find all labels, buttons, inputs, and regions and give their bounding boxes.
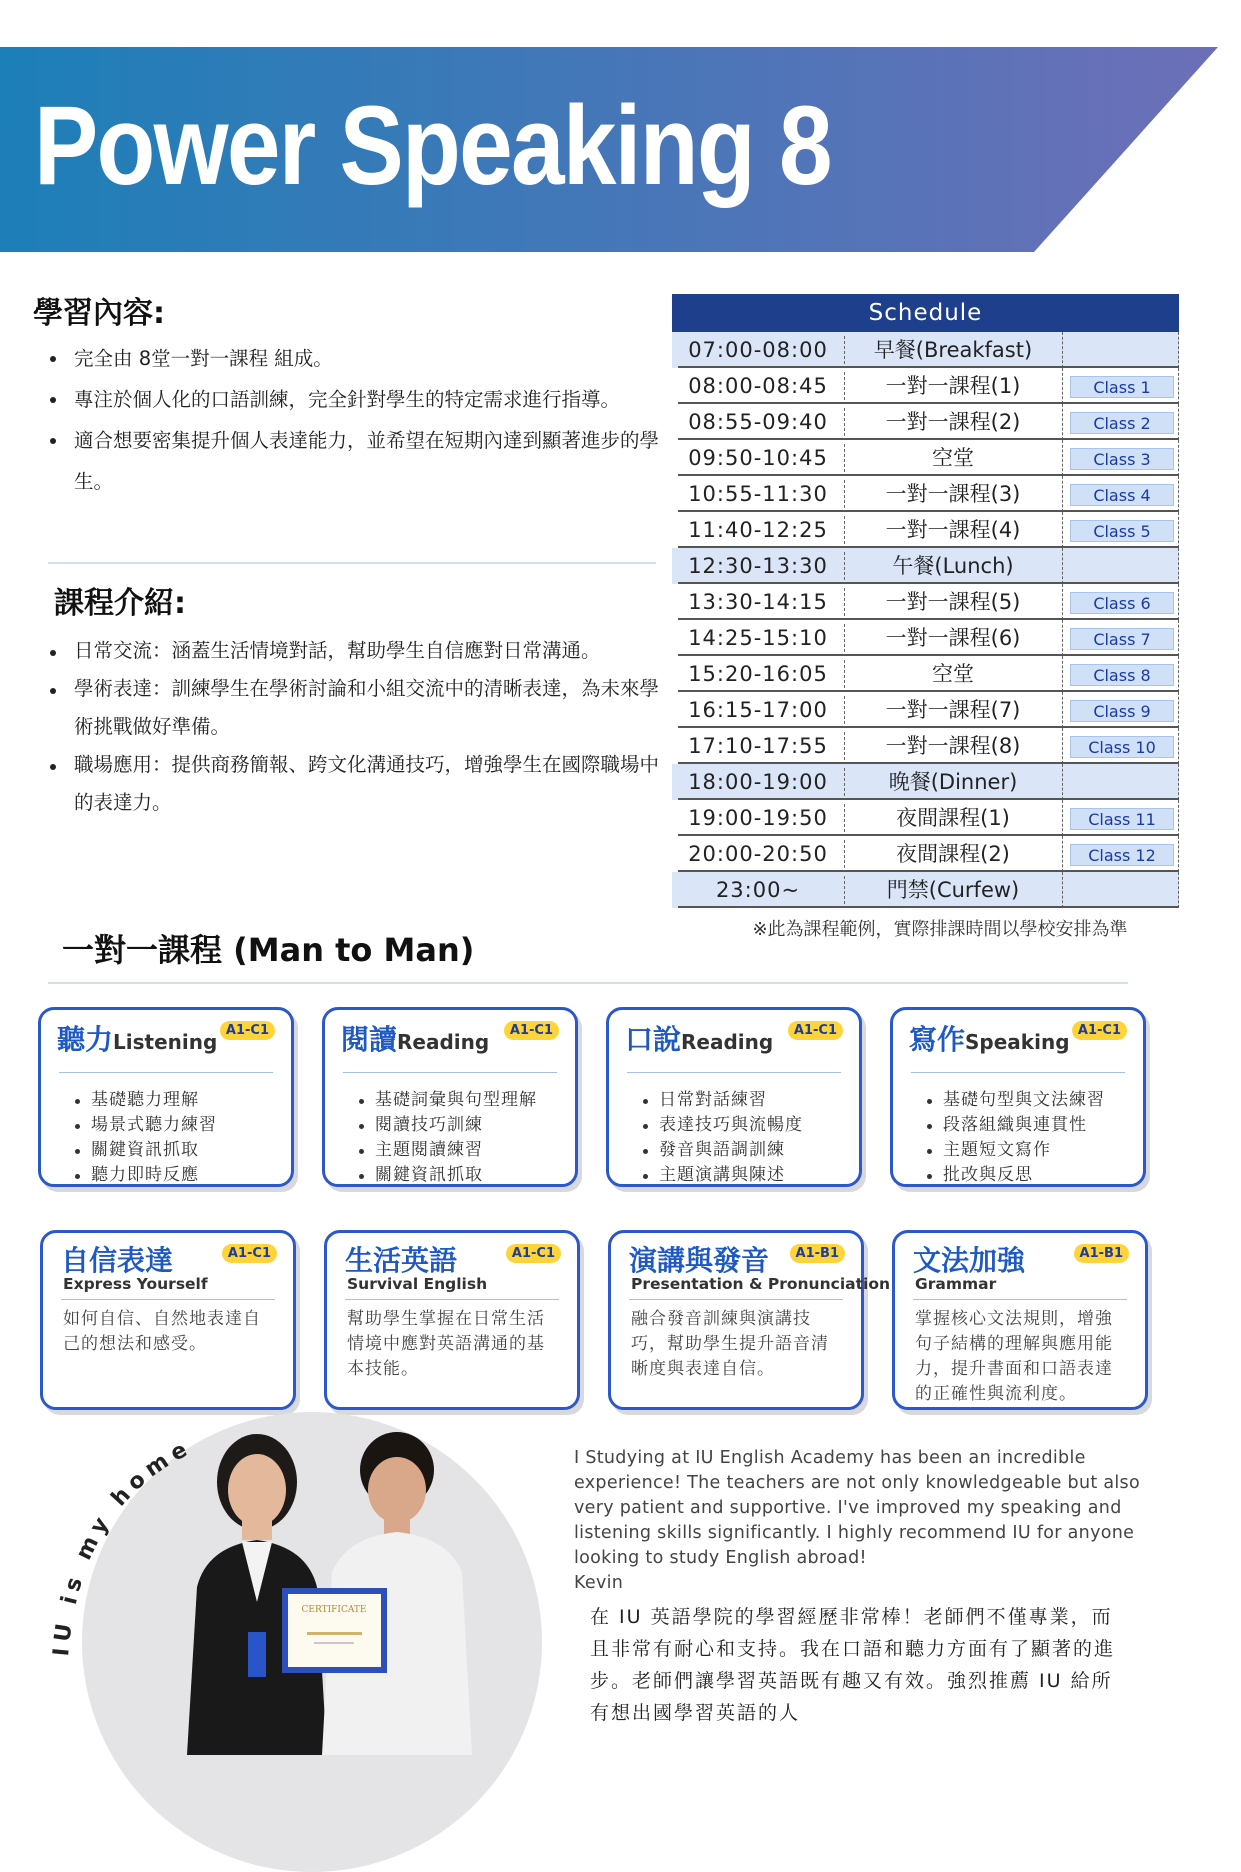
divider (629, 1299, 843, 1300)
level-badge: A1-C1 (1072, 1021, 1127, 1040)
list-item: 基礎句型與文法練習 (943, 1088, 1105, 1113)
schedule-time: 14:25-15:10 (688, 626, 828, 650)
schedule-time: 13:30-14:15 (688, 590, 828, 614)
topic-title: 自信表達 (61, 1244, 174, 1277)
list-item: 主題閱讀練習 (375, 1138, 537, 1163)
skill-list (69, 1088, 217, 1188)
skill-title (341, 1018, 489, 1058)
learning-list (36, 338, 674, 502)
testimonial-english (574, 1446, 1154, 1596)
skill-list (637, 1088, 803, 1188)
separator (1062, 368, 1063, 404)
testimonial-english-text: I Studying at IU English Academy has been an incredible experience! The teachers are not only knowledgeable but also very patient and supportive. I've improved my speaking and listening skills significantly. I highly recommend IU for anyone looking to study English abroad! (574, 1448, 1140, 1568)
topic-card (608, 1230, 890, 1410)
list-item: 學術表達：訓練學生在學術討論和小組交流中的清晰表達，為未來學術挑戰做好準備。 (74, 670, 674, 746)
schedule-row (672, 548, 1179, 584)
topic-subtitle: Survival English (347, 1275, 488, 1293)
separator (1062, 404, 1063, 440)
schedule-row (672, 836, 1179, 872)
class-badge: Class 6 (1070, 592, 1174, 614)
schedule-row (672, 368, 1179, 404)
slogan-text: IU is my home (49, 1434, 197, 1658)
list-item: 發音與語調訓練 (659, 1138, 803, 1163)
separator (1178, 404, 1179, 440)
separator (1178, 332, 1179, 368)
separator (1178, 368, 1179, 404)
skill-title-zh: 寫作 (909, 1023, 966, 1056)
schedule-time: 18:00-19:00 (688, 770, 828, 794)
separator (1062, 512, 1063, 548)
topic-subtitle: Grammar (915, 1275, 997, 1293)
schedule-row (672, 440, 1179, 476)
schedule-time: 23:00~ (715, 878, 801, 902)
separator (1062, 836, 1063, 872)
schedule-activity: 一對一課程(7) (885, 698, 1021, 722)
skill-title (909, 1018, 1070, 1058)
skill-title-en: Speaking (965, 1030, 1070, 1054)
divider (61, 1299, 275, 1300)
skill-list (921, 1088, 1105, 1188)
list-item: 段落組織與連貫性 (943, 1113, 1105, 1138)
class-badge: Class 11 (1070, 808, 1174, 830)
learning-heading: 學習內容: (33, 296, 165, 331)
list-item: 適合想要密集提升個人表達能力，並希望在短期內達到顯著進步的學生。 (74, 420, 674, 502)
schedule-time: 19:00-19:50 (688, 806, 828, 830)
separator (1178, 692, 1179, 728)
separator (1178, 584, 1179, 620)
schedule-activity: 一對一課程(1) (885, 374, 1021, 398)
topic-description: 如何自信、自然地表達自己的想法和感受。 (63, 1309, 261, 1354)
divider (48, 562, 656, 564)
schedule-activity: 一對一課程(5) (885, 590, 1021, 614)
list-item: 完全由 8堂一對一課程 組成。 (74, 338, 674, 379)
list-item: 基礎聽力理解 (91, 1088, 217, 1113)
schedule-activity: 一對一課程(2) (885, 410, 1021, 434)
schedule-time: 08:55-09:40 (688, 410, 828, 434)
slogan-curve (40, 1425, 220, 1675)
skill-title-en: Reading (397, 1030, 490, 1054)
schedule-activity: 一對一課程(8) (885, 734, 1021, 758)
certificate-label: CERTIFICATE (301, 1605, 367, 1615)
topic-title: 生活英語 (345, 1244, 458, 1277)
schedule-note: ※此為課程範例，實際排課時間以學校安排為準 (752, 919, 1128, 940)
list-item: 專注於個人化的口語訓練，完全針對學生的特定需求進行指導。 (74, 379, 674, 420)
course-intro-list (36, 632, 674, 822)
separator (1178, 512, 1179, 548)
class-badge: Class 4 (1070, 484, 1174, 506)
skill-title (625, 1018, 773, 1058)
level-badge: A1-C1 (788, 1021, 843, 1040)
testimonial-chinese: 在 IU 英語學院的學習經歷非常棒！老師們不僅專業，而且非常有耐心和支持。我在口語和聽力方面有了顯著的進步。老師們讓學習英語既有趣又有效。強烈推薦 IU 給所有想出國學習英語的人 (590, 1606, 1116, 1724)
level-badge: A1-C1 (506, 1244, 561, 1263)
separator (1062, 332, 1063, 368)
schedule-activity: 午餐(Lunch) (892, 554, 1014, 578)
separator (1062, 800, 1063, 836)
schedule-activity: 門禁(Curfew) (886, 878, 1020, 902)
schedule-row (672, 800, 1179, 836)
schedule-activity: 晚餐(Dinner) (888, 770, 1018, 794)
skill-title-en: Reading (681, 1030, 774, 1054)
schedule-row (672, 764, 1179, 800)
list-item: 職場應用：提供商務簡報、跨文化溝通技巧，增強學生在國際職場中的表達力。 (74, 746, 674, 822)
list-item: 表達技巧與流暢度 (659, 1113, 803, 1138)
separator (1178, 764, 1179, 800)
schedule-activity: 夜間課程(2) (896, 842, 1010, 866)
list-item: 場景式聽力練習 (91, 1113, 217, 1138)
level-badge: A1-B1 (790, 1244, 845, 1263)
list-item: 關鍵資訊抓取 (91, 1138, 217, 1163)
level-badge: A1-C1 (220, 1021, 275, 1040)
list-item: 主題短文寫作 (943, 1138, 1105, 1163)
topic-description: 融合發音訓練與演講技巧，幫助學生提升語音清晰度與表達自信。 (631, 1309, 829, 1379)
separator (1062, 620, 1063, 656)
page-title: Power Speaking 8 (34, 83, 831, 208)
class-badge: Class 7 (1070, 628, 1174, 650)
schedule-row (672, 584, 1179, 620)
divider (345, 1299, 559, 1300)
divider (627, 1072, 841, 1073)
separator (1178, 728, 1179, 764)
list-item: 主題演講與陳述 (659, 1163, 803, 1188)
topic-card (40, 1230, 296, 1410)
skill-card (606, 1007, 862, 1187)
topic-card (892, 1230, 1148, 1410)
schedule-title: Schedule (672, 294, 1179, 332)
schedule-activity: 空堂 (932, 662, 974, 686)
separator (1062, 764, 1063, 800)
schedule-row (672, 620, 1179, 656)
skill-card (38, 1007, 294, 1187)
skill-title-en: Listening (113, 1030, 218, 1054)
class-badge: Class 10 (1070, 736, 1174, 758)
topic-description: 幫助學生掌握在日常生活情境中應對英語溝通的基本技能。 (347, 1309, 545, 1379)
schedule-row (672, 692, 1179, 728)
list-item: 日常對話練習 (659, 1088, 803, 1113)
schedule-time: 16:15-17:00 (688, 698, 828, 722)
schedule-activity: 一對一課程(6) (885, 626, 1021, 650)
svg-text:IU is my home (49, 1435, 197, 1658)
schedule-row (672, 728, 1179, 764)
list-item: 基礎詞彙與句型理解 (375, 1088, 537, 1113)
list-item: 日常交流：涵蓋生活情境對話，幫助學生自信應對日常溝通。 (74, 632, 674, 670)
separator (1178, 620, 1179, 656)
list-item: 關鍵資訊抓取 (375, 1163, 537, 1188)
schedule-time: 11:40-12:25 (688, 518, 828, 542)
class-badge: Class 2 (1070, 412, 1174, 434)
list-item: 批改與反思 (943, 1163, 1105, 1188)
topic-title: 演講與發音 (629, 1244, 770, 1277)
row-line (678, 906, 1179, 908)
list-item: 閱讀技巧訓練 (375, 1113, 537, 1138)
separator (1178, 836, 1179, 872)
separator (1062, 872, 1063, 908)
divider (343, 1072, 557, 1073)
divider (911, 1072, 1125, 1073)
course-intro-heading: 課程介紹: (54, 586, 186, 621)
schedule-row (672, 872, 1179, 908)
class-badge: Class 1 (1070, 376, 1174, 398)
schedule-activity: 夜間課程(1) (896, 806, 1010, 830)
class-badge: Class 3 (1070, 448, 1174, 470)
schedule-row (672, 656, 1179, 692)
separator (1062, 692, 1063, 728)
topic-subtitle: Express Yourself (63, 1275, 208, 1293)
separator (1178, 800, 1179, 836)
skill-list (353, 1088, 537, 1188)
schedule-table (672, 294, 1179, 908)
topic-title: 文法加強 (913, 1244, 1026, 1277)
class-badge: Class 12 (1070, 844, 1174, 866)
separator (1062, 548, 1063, 584)
man-to-man-heading: 一對一課程 (Man to Man) (62, 931, 475, 969)
schedule-time: 09:50-10:45 (688, 446, 828, 470)
schedule-time: 10:55-11:30 (688, 482, 828, 506)
schedule-time: 20:00-20:50 (688, 842, 828, 866)
schedule-time: 07:00-08:00 (688, 338, 828, 362)
schedule-activity: 一對一課程(3) (885, 482, 1021, 506)
schedule-row (672, 512, 1179, 548)
skill-title-zh: 閱讀 (341, 1023, 398, 1056)
testimonial-author: Kevin (574, 1573, 624, 1593)
schedule-time: 15:20-16:05 (688, 662, 828, 686)
skill-title-zh: 口說 (625, 1023, 682, 1056)
separator (1178, 548, 1179, 584)
schedule-row (672, 332, 1179, 368)
separator (1062, 584, 1063, 620)
class-badge: Class 8 (1070, 664, 1174, 686)
level-badge: A1-B1 (1074, 1244, 1129, 1263)
skill-title (57, 1018, 217, 1058)
schedule-activity: 空堂 (932, 446, 974, 470)
schedule-time: 17:10-17:55 (688, 734, 828, 758)
divider (59, 1072, 273, 1073)
schedule-rows (672, 332, 1179, 908)
schedule-time: 08:00-08:45 (688, 374, 828, 398)
skill-title-zh: 聽力 (57, 1023, 114, 1056)
topic-card (324, 1230, 580, 1410)
class-badge: Class 9 (1070, 700, 1174, 722)
separator (1178, 440, 1179, 476)
level-badge: A1-C1 (504, 1021, 559, 1040)
topic-subtitle: Presentation & Pronunciation (631, 1275, 890, 1293)
topic-description: 掌握核心文法規則，增強句子結構的理解與應用能力，提升書面和口語表達的正確性與流利度。 (915, 1309, 1113, 1404)
separator (1178, 656, 1179, 692)
separator (1062, 728, 1063, 764)
separator (1062, 476, 1063, 512)
level-badge: A1-C1 (222, 1244, 277, 1263)
schedule-activity: 早餐(Breakfast) (873, 338, 1033, 362)
separator (1178, 476, 1179, 512)
skill-card (890, 1007, 1146, 1187)
skill-card (322, 1007, 578, 1187)
schedule-row (672, 476, 1179, 512)
class-badge: Class 5 (1070, 520, 1174, 542)
separator (1062, 656, 1063, 692)
schedule-activity: 一對一課程(4) (885, 518, 1021, 542)
separator (1178, 872, 1179, 908)
schedule-time: 12:30-13:30 (688, 554, 828, 578)
schedule-row (672, 404, 1179, 440)
list-item: 聽力即時反應 (91, 1163, 217, 1188)
divider (48, 982, 1128, 984)
divider (913, 1299, 1127, 1300)
separator (1062, 440, 1063, 476)
